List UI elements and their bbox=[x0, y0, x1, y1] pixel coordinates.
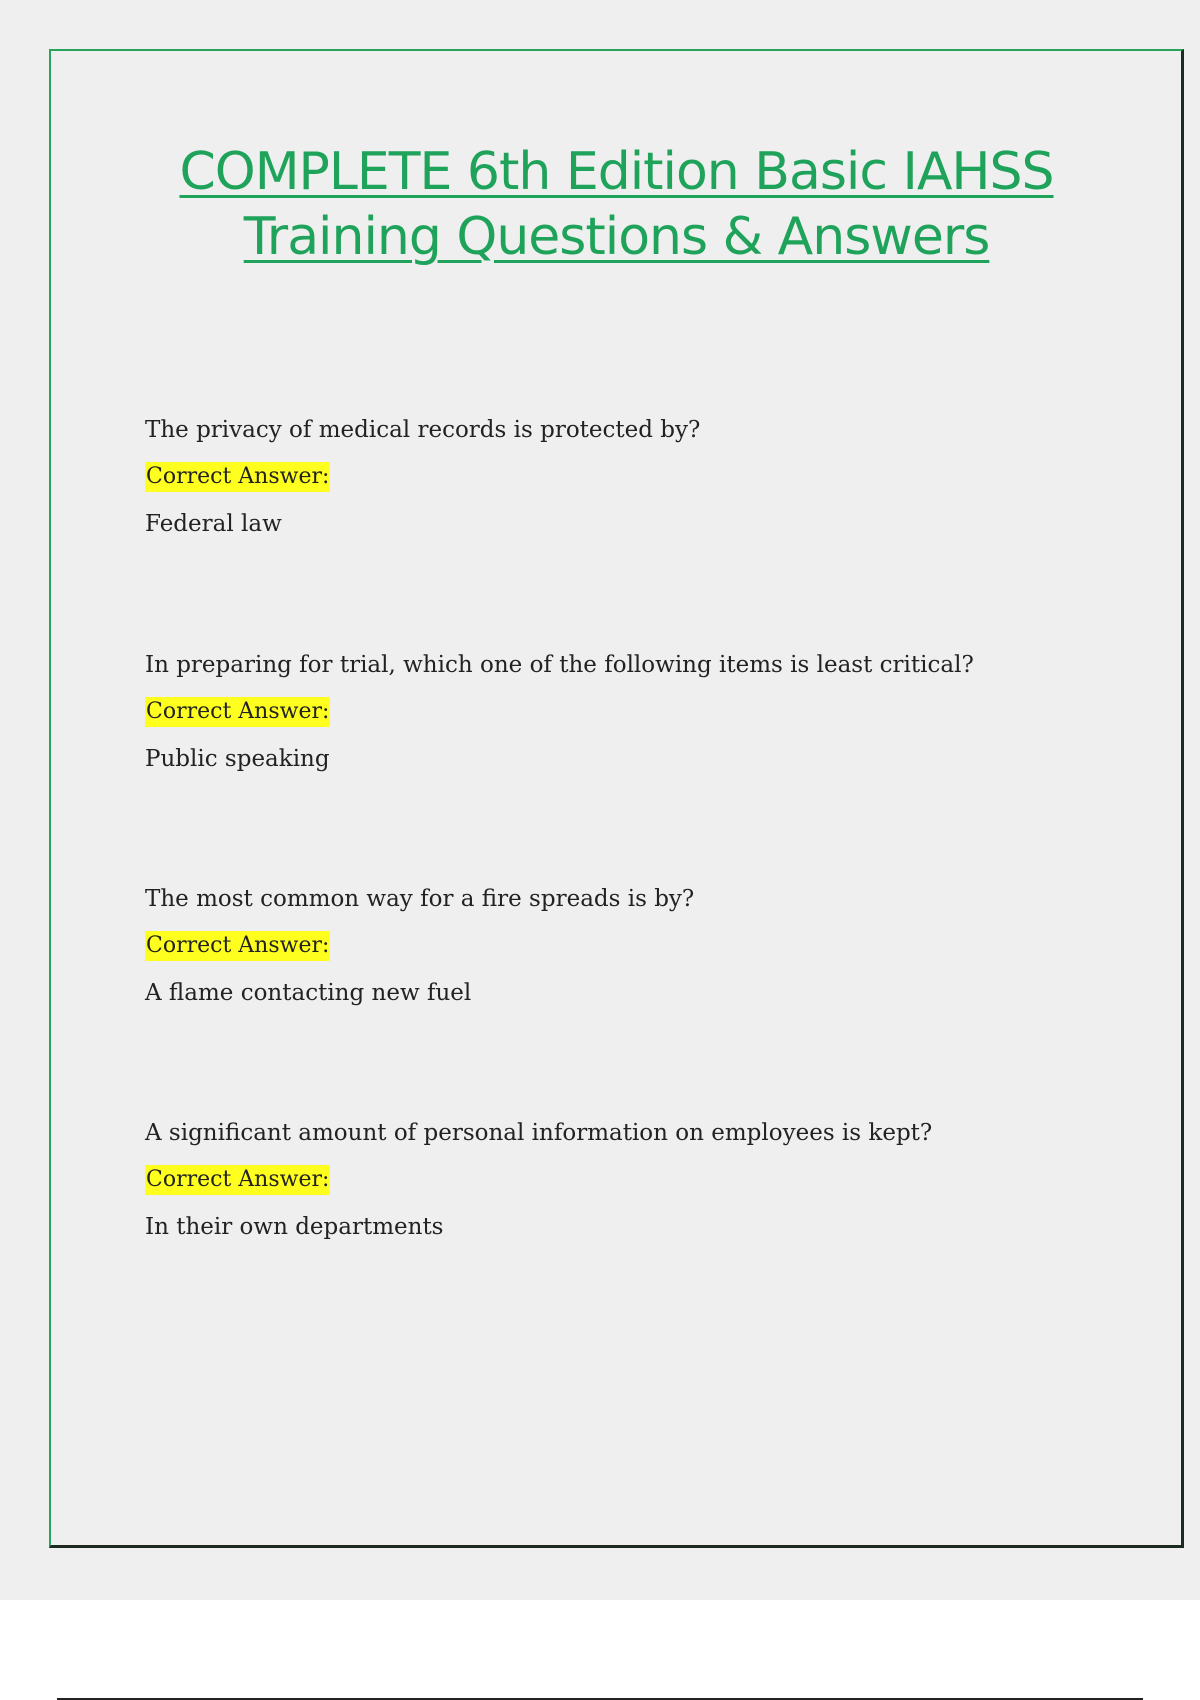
qa-item-3 bbox=[145, 884, 1145, 1008]
question-text: In preparing for trial, which one of the following items is least critical? bbox=[145, 652, 974, 678]
qa-item-4 bbox=[145, 1118, 1145, 1242]
question-text: The privacy of medical records is protected by? bbox=[145, 417, 701, 443]
correct-answer-label: Correct Answer: bbox=[145, 931, 330, 961]
question-text: The most common way for a fire spreads is by? bbox=[145, 886, 695, 912]
document-title bbox=[49, 140, 1184, 270]
title-line-1: COMPLETE 6th Edition Basic IAHSS bbox=[179, 142, 1054, 202]
answer-text: Public speaking bbox=[145, 746, 330, 772]
qa-item-2 bbox=[145, 650, 1145, 774]
title-line-2: Training Questions & Answers bbox=[243, 207, 990, 267]
question-text: A significant amount of personal information on employees is kept? bbox=[145, 1120, 933, 1146]
correct-answer-label: Correct Answer: bbox=[145, 697, 330, 727]
page-border-frame bbox=[49, 49, 1184, 1548]
answer-text: In their own departments bbox=[145, 1214, 444, 1240]
qa-item-1 bbox=[145, 415, 1145, 539]
answer-text: Federal law bbox=[145, 511, 282, 537]
correct-answer-label: Correct Answer: bbox=[145, 462, 330, 492]
answer-text: A flame contacting new fuel bbox=[145, 980, 472, 1006]
correct-answer-label: Correct Answer: bbox=[145, 1165, 330, 1195]
